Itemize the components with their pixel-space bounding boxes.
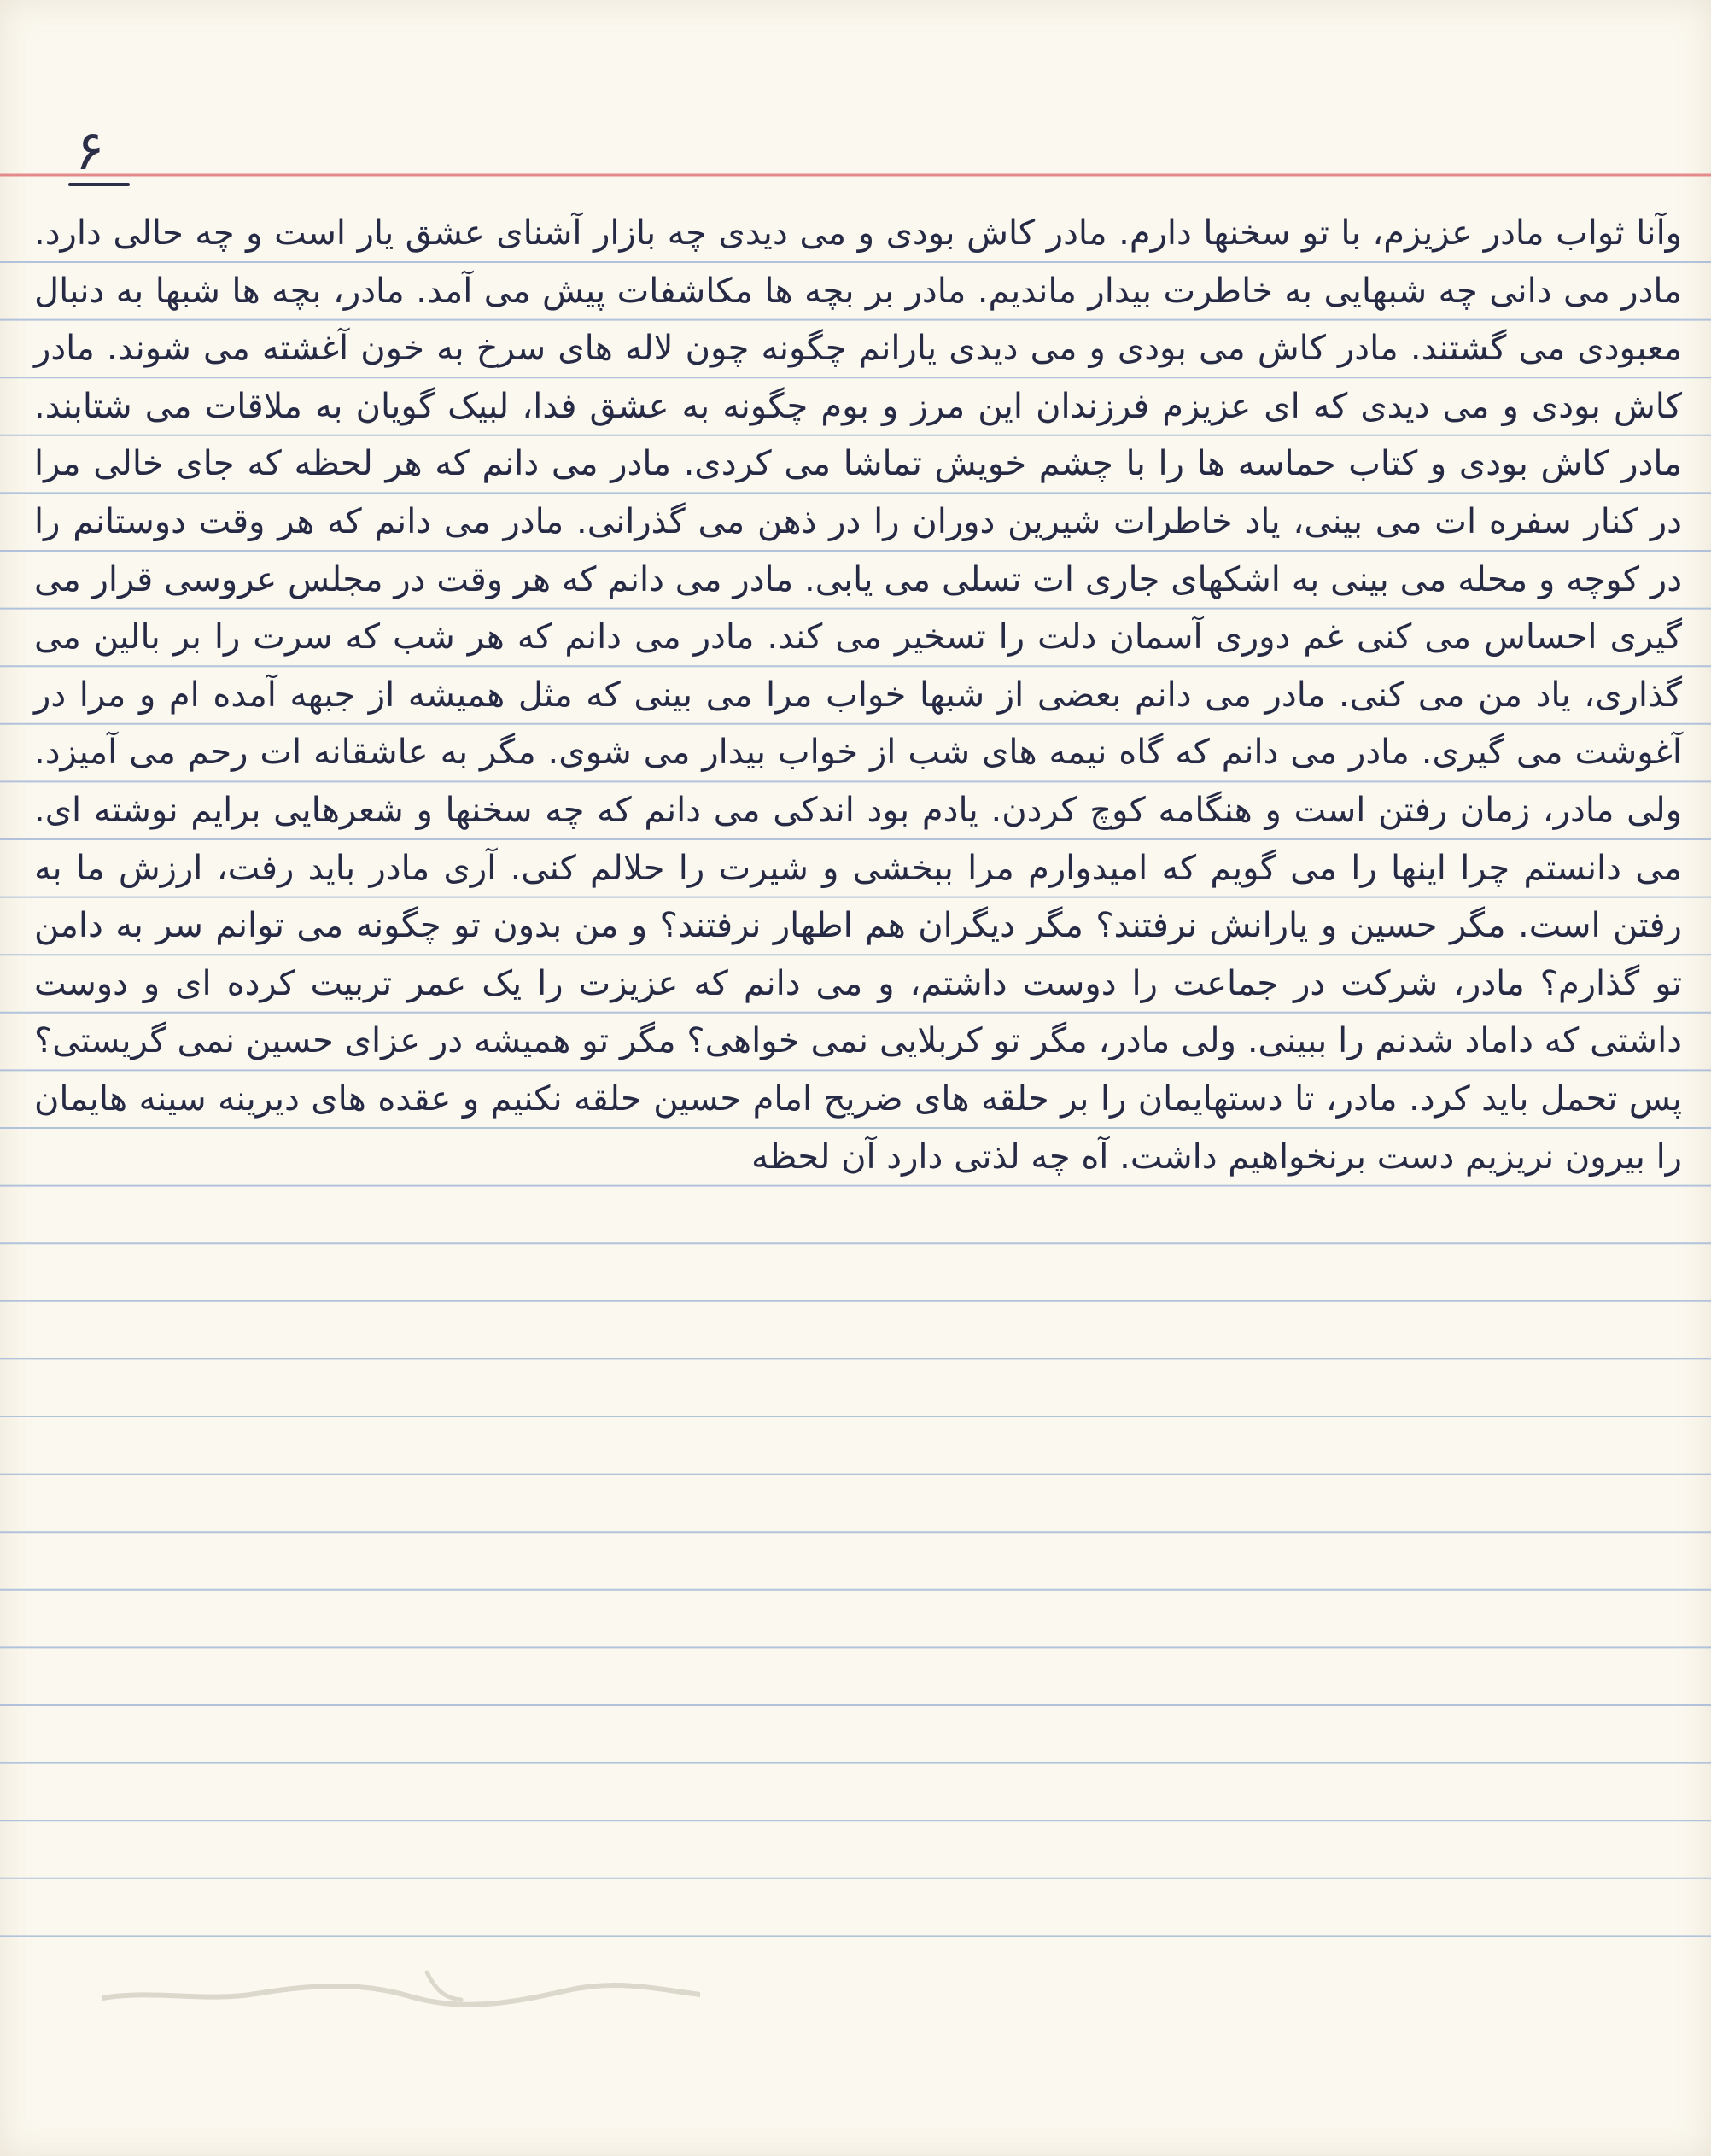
faded-ink-smudge [102,1964,700,2015]
page-number: ۶ [75,120,105,183]
handwritten-letter-text: وآنا ثواب مادر عزیزم، با تو سخنها دارم. مادر کاش بودی و می دیدی چه بازار آشنای عشق یار است و چه حالی دارد. مادر می دانی چه شبهایی به خاطرت بیدار ماندیم. مادر بر بچه ها مکاشفات پیش می آمد. مادر، بچه ها شبها به دنبال معبودی می گشتند. مادر کاش می بودی و می دیدی یارانم چگونه چون لاله های سرخ به خون آغشته می شوند. مادر کاش بودی و می دیدی که ای عزیزم فرزندان این مرز و بوم چگونه به عشق فدا، لبیک گویان به ملاقات می شتابند. مادر کاش بودی و کتاب حماسه ها را با چشم خویش تماشا می کردی. مادر می دانم که هر لحظه که جای خالی مرا در کنار سفره ات می بینی، یاد خاطرات شیرین دوران را در ذهن می گذرانی. مادر می دانم که هر وقت دوستانم را در کوچه و محله می بینی به اشکهای جاری ات تسلی می یابی. مادر می دانم که هر وقت در مجلس عروسی قرار می گیری احساس می کنی غم دوری آسمان دلت را تسخیر می کند. مادر می دانم که هر شب که سرت را بر بالین می گذاری، یاد من می کنی. مادر می دانم بعضی از شبها خواب مرا می بینی که مثل همیشه از جبهه آمده ام و مرا در آغوشت می گیری. مادر می دانم که گاه نیمه های شب از خواب بیدار می شوی. مگر به عاشقانه ات رحم می آمیزد. ولی مادر، زمان رفتن است و هنگامه کوچ کردن. یادم بود اندکی می دانم که چه سخنها و شعرهایی برایم نوشته ای. می دانستم چرا اینها را می گویم که امیدوارم مرا ببخشی و شیرت را حلالم کنی. آری مادر باید رفت، ارزش ما به رفتن است. مگر حسین و یارانش نرفتند؟ مگر دیگران هم اطهار نرفتند؟ و من بدون تو چگونه می توانم سر به دامن تو گذارم؟ مادر، شرکت در جماعت را دوست داشتم، و می دانم که عزیزت را یک عمر تربیت کرده ای و دوست داشتی که داماد شدنم را ببینی. ولی مادر، مگر تو کربلایی نمی خواهی؟ مگر تو همیشه در عزای حسین نمی گریستی؟ پس تحمل باید کرد. مادر، تا دستهایمان را بر حلقه های ضریح امام حسین حلقه نکنیم و عقده های دیرینه سینه هایمان را بیرون نریزیم دست برنخواهیم داشت. آه چه لذتی دارد آن لحظه [34,213,1682,1177]
